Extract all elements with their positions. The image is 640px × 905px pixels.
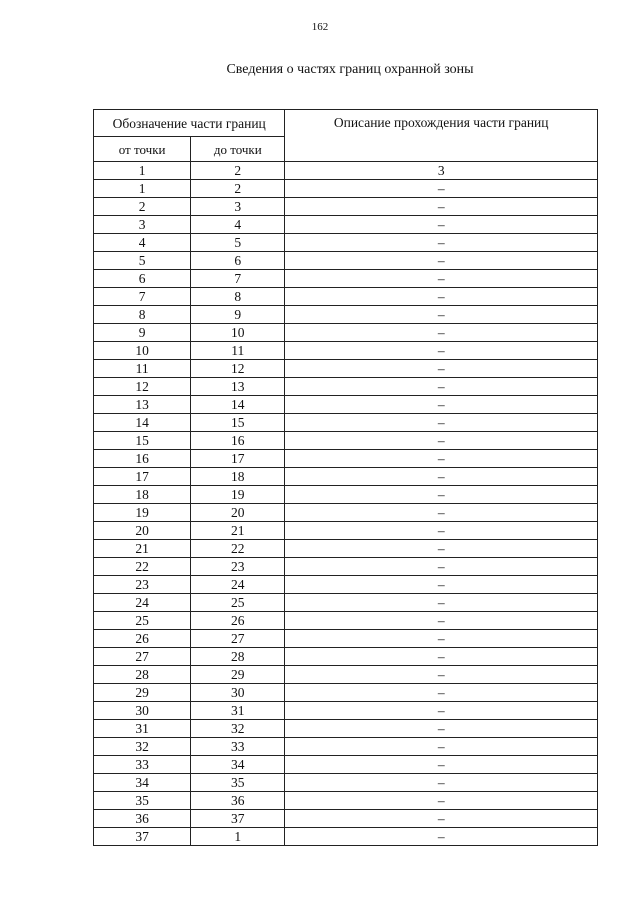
to-point-cell: 23 — [191, 558, 285, 576]
description-cell: – — [285, 630, 598, 648]
from-point-cell: 6 — [94, 270, 191, 288]
table-row — [94, 756, 598, 774]
from-point-cell: 5 — [94, 252, 191, 270]
description-cell: – — [285, 666, 598, 684]
from-point-cell: 19 — [94, 504, 191, 522]
from-point-cell: 9 — [94, 324, 191, 342]
from-point-cell: 18 — [94, 486, 191, 504]
to-point-cell: 5 — [191, 234, 285, 252]
description-cell: – — [285, 342, 598, 360]
table-row — [94, 558, 598, 576]
from-point-cell: 36 — [94, 810, 191, 828]
document-title: Сведения о частях границ охранной зоны — [226, 62, 474, 77]
to-point-cell: 15 — [191, 414, 285, 432]
table-row — [94, 216, 598, 234]
to-point-cell: 22 — [191, 540, 285, 558]
description-cell: – — [285, 324, 598, 342]
to-point-cell: 32 — [191, 720, 285, 738]
from-point-cell: 30 — [94, 702, 191, 720]
description-cell: – — [285, 738, 598, 756]
from-point-cell: 34 — [94, 774, 191, 792]
to-point-cell: 18 — [191, 468, 285, 486]
to-point-cell: 7 — [191, 270, 285, 288]
table-row — [94, 738, 598, 756]
description-cell: – — [285, 540, 598, 558]
from-point-cell: 26 — [94, 630, 191, 648]
table-row — [94, 432, 598, 450]
table-row — [94, 810, 598, 828]
description-cell: – — [285, 702, 598, 720]
description-cell: – — [285, 828, 598, 846]
table-row — [94, 468, 598, 486]
from-point-cell: 15 — [94, 432, 191, 450]
description-cell: – — [285, 648, 598, 666]
to-point-cell: 35 — [191, 774, 285, 792]
table-row — [94, 504, 598, 522]
to-point-cell: 9 — [191, 306, 285, 324]
description-cell: – — [285, 792, 598, 810]
description-cell: – — [285, 486, 598, 504]
from-point-cell: 22 — [94, 558, 191, 576]
column-index-cell: 2 — [191, 162, 285, 180]
from-point-cell: 2 — [94, 198, 191, 216]
table-row — [94, 396, 598, 414]
table-row — [94, 342, 598, 360]
table-row — [94, 306, 598, 324]
description-cell: – — [285, 810, 598, 828]
to-point-cell: 8 — [191, 288, 285, 306]
table-row — [94, 450, 598, 468]
from-point-cell: 12 — [94, 378, 191, 396]
table-row — [94, 414, 598, 432]
to-point-cell: 11 — [191, 342, 285, 360]
to-point-cell: 3 — [191, 198, 285, 216]
to-point-header: до точки — [191, 137, 285, 162]
boundary-parts-table — [93, 109, 598, 846]
table-row — [94, 774, 598, 792]
column-index-cell: 1 — [94, 162, 191, 180]
to-point-cell: 29 — [191, 666, 285, 684]
table-row — [94, 522, 598, 540]
description-cell: – — [285, 756, 598, 774]
to-point-cell: 12 — [191, 360, 285, 378]
table-row — [94, 360, 598, 378]
description-cell: – — [285, 468, 598, 486]
description-cell: – — [285, 360, 598, 378]
table-row — [94, 486, 598, 504]
table-row — [94, 252, 598, 270]
table-row — [94, 234, 598, 252]
table-row — [94, 666, 598, 684]
from-point-cell: 8 — [94, 306, 191, 324]
to-point-cell: 21 — [191, 522, 285, 540]
column-index-cell: 3 — [285, 162, 598, 180]
description-cell: – — [285, 306, 598, 324]
table-row — [94, 648, 598, 666]
from-point-cell: 28 — [94, 666, 191, 684]
from-point-cell: 24 — [94, 594, 191, 612]
from-point-cell: 4 — [94, 234, 191, 252]
page-number: 162 — [311, 21, 329, 33]
to-point-cell: 36 — [191, 792, 285, 810]
to-point-cell: 4 — [191, 216, 285, 234]
table-row — [94, 288, 598, 306]
from-point-cell: 14 — [94, 414, 191, 432]
from-point-cell: 7 — [94, 288, 191, 306]
from-point-cell: 13 — [94, 396, 191, 414]
from-point-cell: 33 — [94, 756, 191, 774]
description-cell: – — [285, 396, 598, 414]
to-point-cell: 19 — [191, 486, 285, 504]
table-row — [94, 180, 598, 198]
from-point-cell: 23 — [94, 576, 191, 594]
table-row — [94, 684, 598, 702]
from-point-cell: 37 — [94, 828, 191, 846]
description-cell: – — [285, 684, 598, 702]
to-point-cell: 26 — [191, 612, 285, 630]
description-cell: – — [285, 450, 598, 468]
from-point-cell: 32 — [94, 738, 191, 756]
to-point-cell: 2 — [191, 180, 285, 198]
to-point-cell: 14 — [191, 396, 285, 414]
from-point-cell: 10 — [94, 342, 191, 360]
from-point-cell: 20 — [94, 522, 191, 540]
table-row — [94, 630, 598, 648]
table-row — [94, 198, 598, 216]
description-cell: – — [285, 180, 598, 198]
description-cell: – — [285, 234, 598, 252]
description-cell: – — [285, 576, 598, 594]
from-point-cell: 11 — [94, 360, 191, 378]
description-cell: – — [285, 774, 598, 792]
description-cell: – — [285, 594, 598, 612]
to-point-cell: 31 — [191, 702, 285, 720]
description-cell: – — [285, 612, 598, 630]
boundary-description-header: Описание прохождения части границ — [285, 110, 598, 162]
from-point-cell: 29 — [94, 684, 191, 702]
to-point-cell: 10 — [191, 324, 285, 342]
to-point-cell: 33 — [191, 738, 285, 756]
to-point-cell: 16 — [191, 432, 285, 450]
description-cell: – — [285, 414, 598, 432]
table-row — [94, 324, 598, 342]
description-cell: – — [285, 198, 598, 216]
from-point-cell: 17 — [94, 468, 191, 486]
table-row — [94, 378, 598, 396]
from-point-cell: 3 — [94, 216, 191, 234]
from-point-cell: 1 — [94, 180, 191, 198]
to-point-cell: 25 — [191, 594, 285, 612]
to-point-cell: 30 — [191, 684, 285, 702]
to-point-cell: 13 — [191, 378, 285, 396]
from-point-cell: 16 — [94, 450, 191, 468]
to-point-cell: 34 — [191, 756, 285, 774]
description-cell: – — [285, 270, 598, 288]
column-index-row — [94, 162, 598, 180]
table-row — [94, 828, 598, 846]
from-point-cell: 35 — [94, 792, 191, 810]
table-body — [94, 162, 598, 846]
to-point-cell: 17 — [191, 450, 285, 468]
description-cell: – — [285, 522, 598, 540]
table-row — [94, 612, 598, 630]
to-point-cell: 6 — [191, 252, 285, 270]
table-row — [94, 594, 598, 612]
description-cell: – — [285, 558, 598, 576]
to-point-cell: 24 — [191, 576, 285, 594]
table-row — [94, 702, 598, 720]
table-row — [94, 270, 598, 288]
table-row — [94, 576, 598, 594]
description-cell: – — [285, 378, 598, 396]
to-point-cell: 37 — [191, 810, 285, 828]
to-point-cell: 20 — [191, 504, 285, 522]
description-cell: – — [285, 288, 598, 306]
description-cell: – — [285, 720, 598, 738]
table-row — [94, 720, 598, 738]
from-point-cell: 27 — [94, 648, 191, 666]
from-point-cell: 25 — [94, 612, 191, 630]
from-point-header: от точки — [94, 137, 191, 162]
from-point-cell: 21 — [94, 540, 191, 558]
description-cell: – — [285, 504, 598, 522]
description-cell: – — [285, 252, 598, 270]
description-cell: – — [285, 216, 598, 234]
to-point-cell: 28 — [191, 648, 285, 666]
table-row — [94, 540, 598, 558]
from-point-cell: 31 — [94, 720, 191, 738]
to-point-cell: 27 — [191, 630, 285, 648]
table-row — [94, 792, 598, 810]
description-cell: – — [285, 432, 598, 450]
boundary-part-designation-header: Обозначение части границ — [94, 110, 285, 137]
to-point-cell: 1 — [191, 828, 285, 846]
